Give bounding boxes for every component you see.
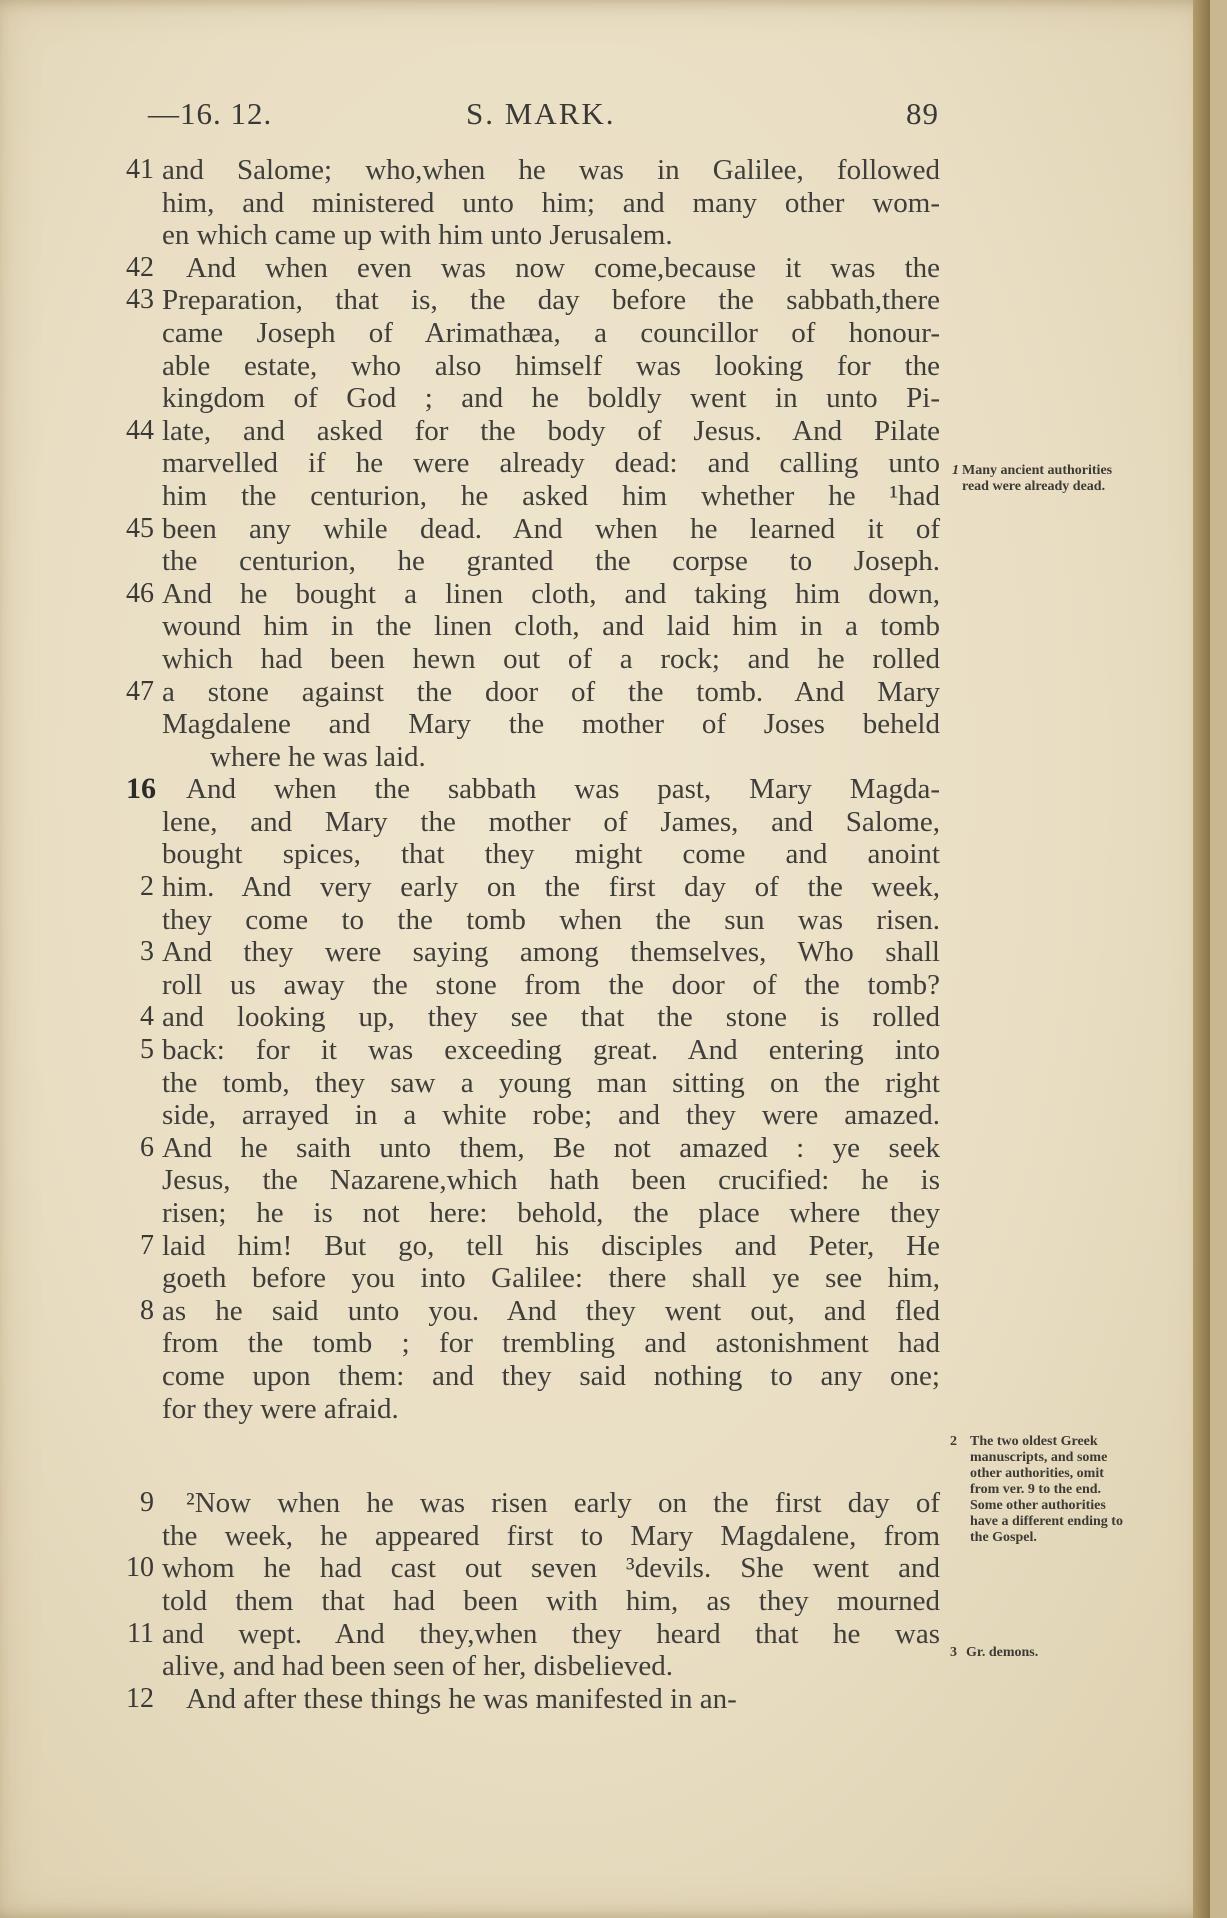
text-line: [118, 1618, 940, 1651]
text-line: [118, 1197, 940, 1230]
line-text: wound him in the linen cloth, and laid him in a tomb: [162, 610, 940, 643]
text-line: [118, 578, 940, 611]
line-text: Preparation, that is, the day before the sabbath,there: [162, 284, 940, 317]
line-text: able estate, who also himself was looking for the: [162, 349, 940, 382]
verse-number: 45: [126, 512, 154, 544]
line-text: And he saith unto them, Be not amazed : ye seek: [162, 1131, 940, 1164]
text-line: [118, 187, 940, 220]
text-line: [118, 415, 940, 448]
line-text: for they were afraid.: [162, 1392, 399, 1425]
verse-number: 43: [126, 284, 154, 316]
line-text: back: for it was exceeding great. And entering into: [162, 1034, 940, 1067]
line-text: roll us away the stone from the door of the tomb?: [162, 968, 940, 1001]
marginal-note-2: [950, 1434, 1134, 1546]
line-text: And after these things he was manifested in an-: [186, 1682, 737, 1715]
line-text: a stone against the door of the tomb. And Mary: [162, 675, 940, 708]
line-text: alive, and had been seen of her, disbelieved.: [162, 1650, 673, 1683]
line-text: lene, and Mary the mother of James, and Salome,: [162, 805, 940, 838]
text-line: [118, 1230, 940, 1263]
line-text: en which came up with him unto Jerusalem.: [162, 219, 673, 252]
header-book-title: S. MARK.: [466, 96, 616, 131]
note-3-text: Gr. demons.: [966, 1645, 1039, 1660]
verse-number: 47: [126, 675, 154, 707]
text-line: [118, 1520, 940, 1553]
line-text: bought spices, that they might come and anoint: [162, 838, 940, 871]
text-line: [118, 1001, 940, 1034]
text-line: [118, 904, 940, 937]
text-line: [118, 643, 940, 676]
marginal-note-1: [952, 463, 1122, 495]
text-line: [118, 741, 940, 774]
verse-number: 9: [140, 1487, 154, 1519]
line-text: goeth before you into Galilee: there shall ye see him,: [162, 1262, 940, 1295]
line-text: And he bought a linen cloth, and taking him down,: [162, 577, 940, 610]
verse-number: 42: [126, 251, 154, 283]
text-line: [118, 1099, 940, 1132]
line-text: the week, he appeared first to Mary Magdalene, from: [162, 1519, 940, 1552]
note-2-text: The two oldest Greek manuscripts, and some other authorities, omit from ver. 9 to the end. Some other authorities have a different ending to the Gospel.: [970, 1434, 1123, 1545]
text-line: [118, 447, 940, 480]
verse-number: 10: [126, 1552, 154, 1584]
chapter-number: 16: [126, 772, 156, 806]
text-line: [118, 1585, 940, 1618]
line-text: as he said unto you. And they went out, and fled: [162, 1294, 940, 1327]
line-text: him the centurion, he asked him whether he ¹had: [162, 479, 940, 512]
text-line: [118, 1295, 940, 1328]
text-line: [118, 284, 940, 317]
line-text: laid him! But go, tell his disciples and Peter, He: [162, 1229, 940, 1262]
text-line: [118, 1067, 940, 1100]
section-gap: [118, 1425, 940, 1487]
text-line: [118, 1552, 940, 1585]
line-text: from the tomb ; for trembling and astonishment had: [162, 1327, 940, 1360]
text-line: [118, 1327, 940, 1360]
verse-number: 41: [126, 154, 154, 185]
line-text: where he was laid.: [210, 740, 426, 773]
line-text: side, arrayed in a white robe; and they were amazed.: [162, 1099, 940, 1132]
text-line: [118, 773, 940, 806]
header-verse-range: —16. 12.: [148, 96, 273, 131]
text-line: [118, 969, 940, 1002]
line-text: come upon them: and they said nothing to any one;: [162, 1359, 940, 1392]
line-text: marvelled if he were already dead: and calling unto: [162, 447, 940, 480]
line-text: him. And very early on the first day of the week,: [162, 871, 940, 904]
marginal-note-3: [950, 1645, 1134, 1661]
text-line: [118, 1650, 940, 1683]
text-line: [118, 252, 940, 285]
line-text: they come to the tomb when the sun was risen.: [162, 903, 940, 936]
page-edge: [1193, 0, 1210, 1918]
text-line: [118, 480, 940, 513]
note-3-marker: 3: [950, 1645, 957, 1660]
text-line: [118, 610, 940, 643]
verse-number: 11: [127, 1617, 154, 1649]
line-text: told them that had been with him, as they mourned: [162, 1584, 940, 1617]
line-text: ²Now when he was risen early on the first day of: [186, 1487, 940, 1520]
verse-number: 7: [140, 1229, 154, 1261]
text-line: [118, 1393, 940, 1426]
line-text: him, and ministered unto him; and many other wom-: [162, 186, 940, 219]
text-line: [118, 1487, 940, 1520]
text-line: [118, 350, 940, 383]
text-line: [118, 838, 940, 871]
verse-number: 6: [140, 1131, 154, 1163]
verse-number: 5: [140, 1034, 154, 1066]
note-1-marker: 1: [952, 463, 959, 478]
verse-number: 2: [140, 871, 154, 903]
text-line: [118, 1034, 940, 1067]
line-text: Jesus, the Nazarene,which hath been crucified: he is: [162, 1164, 940, 1197]
text-line: [118, 513, 940, 546]
text-line: [118, 676, 940, 709]
text-line: [118, 871, 940, 904]
line-text: And when the sabbath was past, Mary Magda-: [186, 773, 940, 806]
text-line: [118, 1262, 940, 1295]
page-number: 89: [906, 96, 939, 131]
text-line: [118, 1164, 940, 1197]
line-text: and looking up, they see that the stone is rolled: [162, 1001, 940, 1034]
text-line: [118, 382, 940, 415]
line-text: Magdalene and Mary the mother of Joses beheld: [162, 708, 940, 741]
verse-number: 12: [126, 1682, 154, 1714]
verse-number: 3: [140, 936, 154, 968]
text-line: [118, 317, 940, 350]
verse-number: 8: [140, 1294, 154, 1326]
line-text: and wept. And they,when they heard that he was: [162, 1617, 940, 1650]
line-text: been any while dead. And when he learned it of: [162, 512, 940, 545]
line-text: the tomb, they saw a young man sitting on the right: [162, 1066, 940, 1099]
line-text: And when even was now come,because it was the: [186, 251, 940, 284]
text-line: [118, 545, 940, 578]
text-line: [118, 1360, 940, 1393]
text-line: [118, 1132, 940, 1165]
note-2-marker: 2: [950, 1434, 957, 1449]
line-text: which had been hewn out of a rock; and he rolled: [162, 642, 940, 675]
scripture-text-block-1: [118, 154, 940, 1715]
line-text: came Joseph of Arimathæa, a councillor of honour-: [162, 316, 940, 349]
text-line: [118, 806, 940, 839]
text-line: [118, 219, 940, 252]
text-line: [118, 1683, 940, 1716]
note-1-text: Many ancient authorities read were already dead.: [962, 463, 1113, 494]
text-line: [118, 708, 940, 741]
verse-number: 4: [140, 1001, 154, 1033]
verse-number: 46: [126, 577, 154, 609]
line-text: whom he had cast out seven ³devils. She went and: [162, 1552, 940, 1585]
text-line: [118, 936, 940, 969]
line-text: kingdom of God ; and he boldly went in unto Pi-: [162, 382, 940, 415]
line-text: And they were saying among themselves, Who shall: [162, 936, 940, 969]
line-text: and Salome; who,when he was in Galilee, followed: [162, 154, 940, 186]
text-line: [118, 154, 940, 187]
verse-number: 44: [126, 414, 154, 446]
line-text: late, and asked for the body of Jesus. And Pilate: [162, 414, 940, 447]
line-text: the centurion, he granted the corpse to Joseph.: [162, 545, 940, 578]
line-text: risen; he is not here: behold, the place where they: [162, 1197, 940, 1229]
